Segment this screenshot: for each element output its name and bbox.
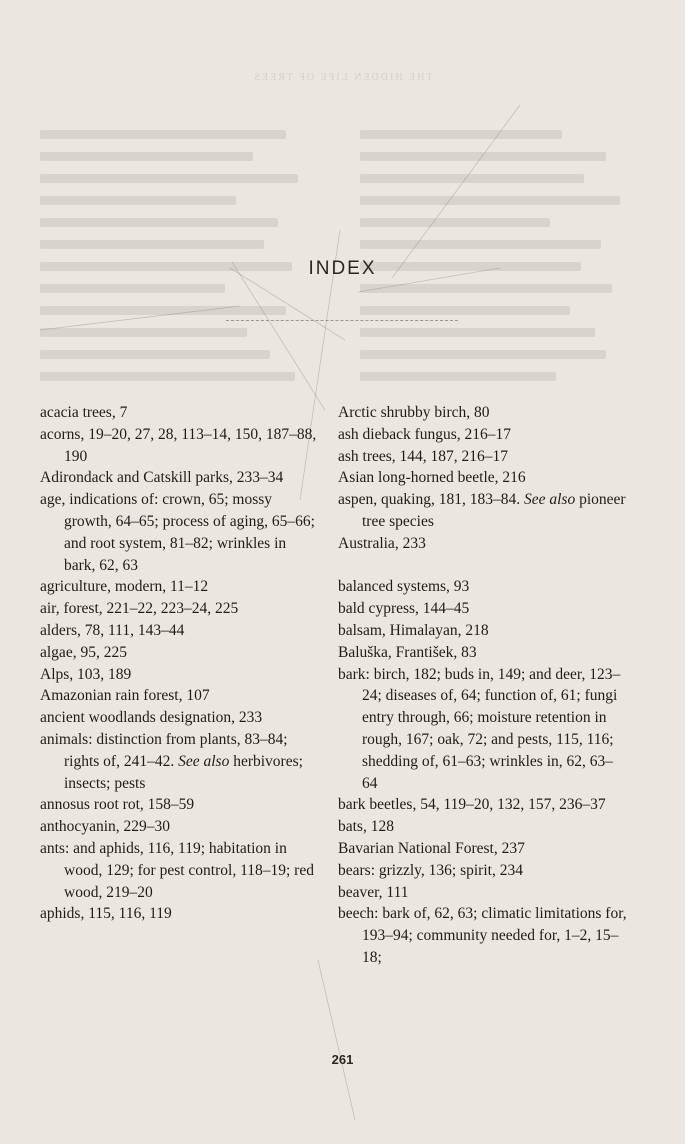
index-entry: balsam, Himalayan, 218 — [338, 621, 489, 639]
index-entry: Australia, 233 — [338, 534, 426, 552]
index-column-left — [40, 402, 320, 925]
index-entry: ash dieback fungus, 216–17 — [338, 425, 512, 443]
index-entry: air, forest, 221–22, 223–24, 225 — [40, 600, 239, 618]
index-entry: Alps, 103, 189 — [40, 665, 132, 683]
index-entry: bears: grizzly, 136; spirit, 234 — [338, 861, 523, 879]
index-column-right — [338, 402, 628, 969]
index-entry: ants: and aphids, 116, 119; habitation in wood, 129; for pest control, 118–19; red wood, 219–20 — [40, 839, 314, 901]
index-entry: Amazonian rain forest, 107 — [40, 687, 210, 705]
see-also-reference: See also — [523, 491, 576, 509]
index-entry: beech: bark of, 62, 63; climatic limitations for, 193–94; community needed for, 1–2, 15–18; — [338, 905, 627, 966]
index-entry: balanced systems, 93 — [338, 578, 470, 596]
index-entry: animals: distinction from plants, 83–84; rights of, 241–42. See also herbivores; insects; pests — [40, 730, 303, 792]
index-entry: alders, 78, 111, 143–44 — [40, 621, 185, 639]
index-entry: algae, 95, 225 — [40, 643, 127, 661]
index-entry: Baluška, František, 83 — [338, 643, 477, 661]
index-entry: age, indications of: crown, 65; mossy growth, 64–65; process of aging, 65–66; and root system, 81–82; wrinkles in bark, 62, 63 — [40, 491, 315, 574]
page-number: 261 — [331, 1052, 354, 1067]
index-entry: Bavarian National Forest, 237 — [338, 839, 525, 857]
index-entry: acacia trees, 7 — [40, 404, 128, 421]
index-entry: agriculture, modern, 11–12 — [40, 578, 209, 596]
index-entry: bark beetles, 54, 119–20, 132, 157, 236–37 — [338, 796, 606, 814]
index-entry: aphids, 115, 116, 119 — [40, 905, 172, 923]
index-entry: Adirondack and Catskill parks, 233–34 — [40, 469, 284, 487]
index-title: INDEX — [308, 258, 377, 279]
index-entry: bats, 128 — [338, 818, 394, 836]
index-entry: beaver, 111 — [338, 883, 409, 901]
index-entry: bark: birch, 182; buds in, 149; and deer, 123–24; diseases of, 64; function of, 61; fungi entry through, 66; moisture retention in rough, 167; oak, 72; and pests, 115, 116; shedding of, 61–63; wrinkles in, 62, 63–64 — [338, 665, 621, 792]
index-entry: aspen, quaking, 181, 183–84. See also pioneer tree species — [338, 491, 626, 530]
index-entry: Asian long-horned beetle, 216 — [338, 469, 526, 487]
index-entry: Arctic shrubby birch, 80 — [338, 404, 490, 421]
index-entry: acorns, 19–20, 27, 28, 113–14, 150, 187–88, 190 — [40, 425, 317, 465]
show-through-header: THE HIDDEN LIFE OF TREES — [252, 72, 433, 83]
title-rule — [226, 320, 458, 321]
index-entry: annosus root rot, 158–59 — [40, 796, 195, 814]
index-entry: anthocyanin, 229–30 — [40, 818, 171, 836]
index-entry: bald cypress, 144–45 — [338, 600, 470, 618]
index-entry: ash trees, 144, 187, 216–17 — [338, 447, 509, 465]
see-also-reference: See also — [178, 752, 230, 770]
index-entry: ancient woodlands designation, 233 — [40, 709, 263, 727]
